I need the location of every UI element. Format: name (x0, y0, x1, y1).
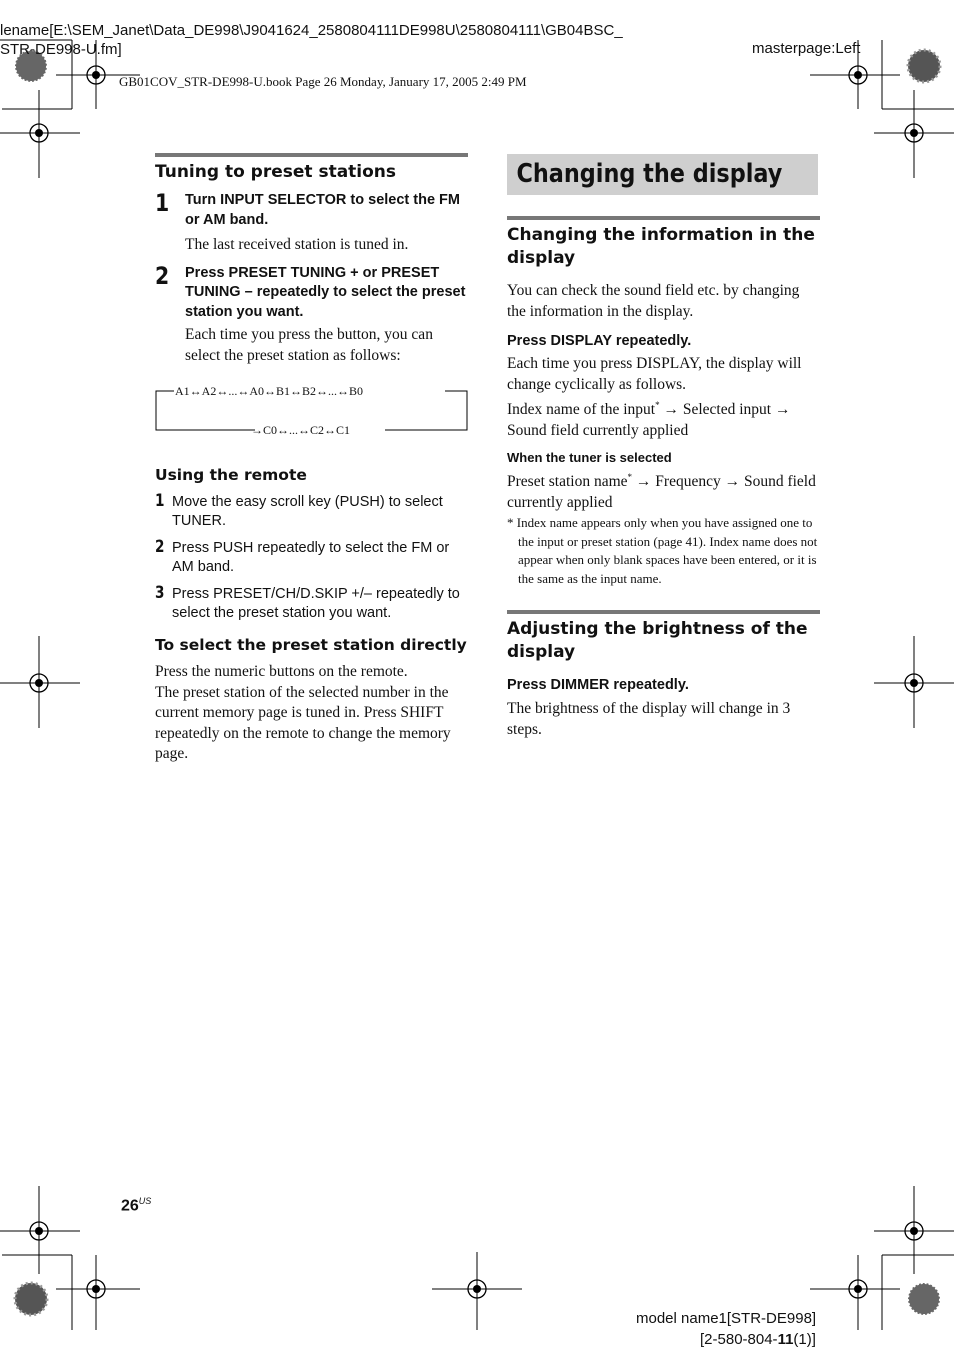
arrow: → (635, 473, 652, 491)
display-cycle (507, 395, 820, 441)
preset-label: A1 (175, 384, 190, 398)
tuner-cycle (507, 467, 820, 513)
preset-label: C2 (310, 423, 325, 437)
section-heading-preset: Tuning to preset stations (155, 162, 397, 182)
step-text: Move the easy scroll key (PUSH) to select TUNER. (172, 494, 443, 529)
step-number: 2 (155, 537, 165, 557)
step-body: Each time you press the button, you can select the preset station as follows: (185, 326, 433, 364)
cycle-item: Sound field currently applied (507, 473, 816, 511)
section-rule (155, 153, 468, 157)
part-number-suffix: (1)] (793, 1331, 816, 1348)
arrow: → (724, 473, 741, 491)
preset-label: B2 (302, 384, 317, 398)
part-number-line (700, 1331, 816, 1348)
tuner-heading: When the tuner is selected (507, 450, 672, 466)
preset-label: A0 (249, 384, 265, 398)
info-heading: Changing the information in the display (507, 225, 815, 268)
diagram-top-row: A1↔A2↔...↔A0↔B1↔B2↔...↔B0 (175, 384, 364, 398)
part-number-prefix: [2-580-804- (700, 1331, 778, 1348)
left-column (155, 153, 468, 765)
direct-body-1: Press the numeric buttons on the remote. (155, 663, 408, 680)
section-rule (507, 216, 820, 220)
step-body: The last received station is tuned in. (185, 236, 409, 253)
part-number-bold: 11 (777, 1331, 794, 1348)
preset-label: ... (289, 423, 299, 437)
remote-step (155, 539, 468, 576)
direct-body-2: The preset station of the selected number in the current memory page is tuned in. Press SHIFT repeatedly on the remote to change the memory page. (155, 683, 451, 762)
preset-label: B1 (276, 384, 291, 398)
step-1 (155, 191, 468, 256)
remote-heading: Using the remote (155, 466, 307, 484)
step-2 (155, 261, 468, 367)
remote-step (155, 493, 468, 530)
preset-label: C0 (263, 423, 278, 437)
preset-label: B0 (349, 384, 364, 398)
book-info: GB01COV_STR-DE998-U.book Page 26 Monday, January 17, 2005 2:49 PM (119, 74, 527, 89)
step-number: 1 (155, 491, 165, 511)
cycle-item: Frequency (655, 473, 721, 491)
press-display-instruction: Press DISPLAY repeatedly. (507, 333, 692, 349)
footnote-marker: * (627, 472, 633, 483)
info-body: You can check the sound field etc. by changing the information in the display. (507, 282, 800, 320)
masterpage-label: masterpage:Left (752, 40, 861, 57)
banner-title: Changing the display (516, 159, 783, 189)
step-title: Turn INPUT SELECTOR to select the FM or AM band. (185, 192, 460, 228)
filename-header: lename[E:\SEM_Janet\Data_DE998\J9041624_2580804111DE998U\2580804111\GB04BSC_ STR-DE998-U.fm] (0, 22, 623, 58)
cycle-item: Selected input (682, 401, 772, 419)
brightness-heading: Adjusting the brightness of the display (507, 619, 808, 663)
preset-cycle-diagram (155, 384, 468, 440)
step-number: 3 (155, 583, 165, 603)
step-number: 2 (155, 261, 170, 290)
cycle-item: Preset station name (507, 473, 628, 491)
page-number-value: 26 (121, 1197, 139, 1215)
footnote: * Index name appears only when you have assigned one to the input or preset station (page 41). Index name does not appear when only blank spaces have been entered, or it is the same as the input name. (507, 515, 818, 586)
cycle-item: Sound field currently applied (507, 421, 689, 439)
step-number: 1 (155, 189, 170, 217)
step-text: Press PRESET/CH/D.SKIP +/– repeatedly to select the preset station you want. (172, 586, 460, 621)
remote-step (155, 585, 468, 622)
cycle-item: Index name of the input (507, 401, 656, 419)
display-body: Each time you press DISPLAY, the display will change cyclically as follows. (507, 355, 802, 393)
diagram-bottom-row: →C0↔...↔C2↔C1 (251, 423, 351, 437)
section-rule (507, 610, 820, 614)
page-region: US (138, 1196, 152, 1206)
section-banner (507, 154, 818, 195)
arrow: → (663, 401, 679, 419)
model-name-line: model name1[STR-DE998] (636, 1310, 817, 1327)
preset-label: ... (228, 384, 238, 398)
arrow: → (774, 401, 791, 419)
footnote-marker: * (655, 400, 660, 410)
brightness-body: The brightness of the display will change in 3 steps. (507, 700, 791, 738)
preset-label: A2 (201, 384, 217, 398)
page-number (121, 1196, 151, 1215)
preset-label: C1 (336, 423, 351, 437)
preset-label: ... (328, 384, 338, 398)
step-title: Press PRESET TUNING + or PRESET TUNING – repeatedly to select the preset station you want. (185, 264, 466, 320)
direct-heading: To select the preset station directly (155, 636, 467, 654)
right-column (507, 154, 820, 740)
step-text: Press PUSH repeatedly to select the FM or AM band. (172, 540, 450, 575)
press-dimmer-instruction: Press DIMMER repeatedly. (507, 677, 689, 694)
